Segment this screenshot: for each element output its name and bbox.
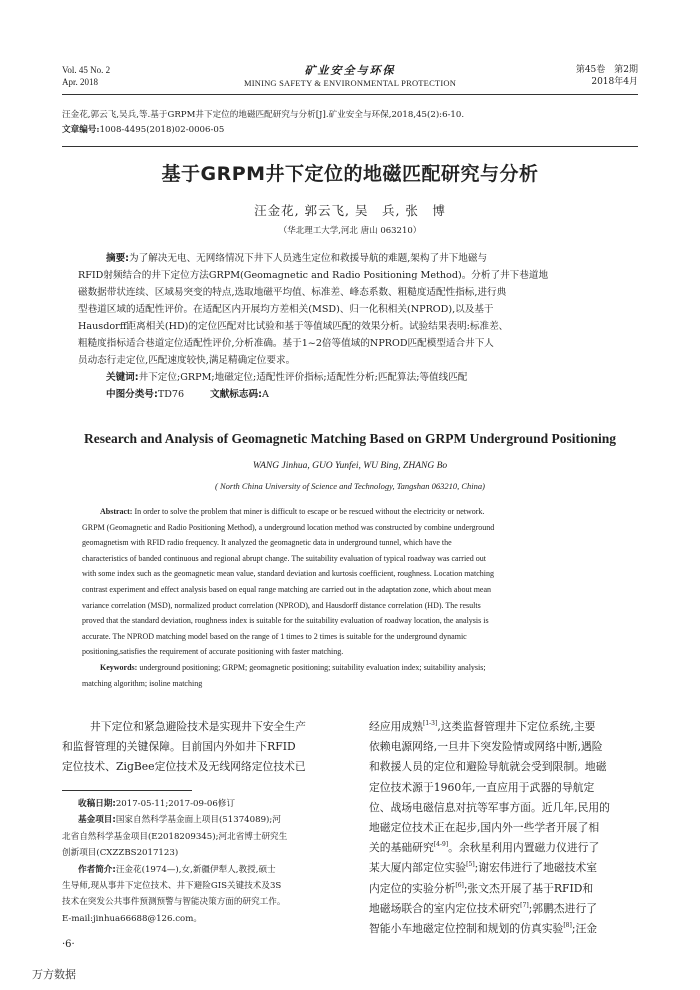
body-line: 关的基础研究[4-9]。余秋星利用内置磁力仪进行了 xyxy=(369,841,600,855)
citation-block xyxy=(62,108,638,138)
author-bio-line: 生导师,现从事井下定位技术、井下避险GIS关键技术及3S xyxy=(62,881,282,892)
reference-mark: [4-9] xyxy=(433,841,449,849)
fund-label: 基金项目: xyxy=(78,815,116,826)
body-column-left xyxy=(62,717,345,778)
abstract-cn-line: 磁数据带状连续、区域易突变的特点,选取地磁平均值、标准差、峰态系数、粗糙度适配性指标,进行典 xyxy=(78,287,507,298)
date-en: Apr. 2018 xyxy=(62,77,98,87)
keywords-cn-label: 关键词: xyxy=(106,372,139,383)
volume-en: Vol. 45 No. 2 xyxy=(62,65,111,75)
abstract-en-line: variance correlation (MSD), normalized product correlation (NPROD), and Hausdorff distance correlation (HD). The results xyxy=(82,600,481,610)
citation-text: 汪金花,郭云飞,吴兵,等.基于GRPM井下定位的地磁匹配研究与分析[J].矿业安全与环保,2018,45(2):6-10. xyxy=(62,110,465,120)
article-number-value: 1008-4495(2018)02-0006-05 xyxy=(99,125,225,135)
article-number-label: 文章编号: xyxy=(62,125,100,135)
body-line: 定位技术、ZigBee定位技术及无线网络定位技术已 xyxy=(62,760,306,774)
body-line: 内定位的实验分析[6];张文杰开展了基于RFID和 xyxy=(369,881,594,895)
date-cn: 2018年4月 xyxy=(591,77,638,87)
body-line: 和救援人员的定位和避险导航就会受到限制。地磁 xyxy=(369,760,607,774)
body-line: 定位技术源于1960年,一直应用于武器的导航定 xyxy=(369,780,595,794)
keywords-cn-value: 井下定位;GRPM;地磁定位;适配性评价指标;适配性分析;匹配算法;等值线匹配 xyxy=(138,372,468,383)
paper-title-cn: 基于GRPM井下定位的地磁匹配研究与分析 xyxy=(161,163,539,185)
abstract-cn-line: 粗糙度指标适合巷道定位适配性评价,分析准确。基于1~2倍等值域的NPROD匹配模型适合井下人 xyxy=(78,338,494,349)
abstract-cn-line: RFID射频结合的井下定位方法GRPM(Geomagnetic and Radio Positioning Method)。分析了井下巷道地 xyxy=(78,270,549,281)
abstract-en-line: Abstract: In order to solve the problem that miner is difficult to escape or be rescued without the electricity or network. xyxy=(100,507,485,516)
journal-name-en: MINING SAFETY & ENVIRONMENTAL PROTECTION xyxy=(243,78,457,88)
body-line: 智能小车地磁定位控制和规划的仿真实验[8];汪金 xyxy=(369,922,598,936)
reference-mark: [6] xyxy=(455,881,464,889)
abstract-en-line: with some index such as the geomagnetic mean value, standard deviation and kurtosis coefficient, roughness. Location matching xyxy=(82,569,494,579)
abstract-en-line: positioning,satisfies the requirement of accurate positioning with faster matching. xyxy=(82,647,344,657)
page-number: ·6· xyxy=(62,939,75,950)
abstract-en-line: accurate. The NPROD matching model based on the range of 1 times to 2 times is suitable for the underground dynamic xyxy=(82,631,467,641)
abstract-en-line: characteristics of banded continuous and regional abrupt change. The suitability evaluation of typical roadway was carried out xyxy=(82,553,486,563)
classification-row xyxy=(78,386,622,403)
doc-code-value: A xyxy=(261,389,269,400)
keywords-en: Keywords: underground positioning; GRPM; geomagnetic positioning; suitability evaluation index; suitability analysis; xyxy=(100,662,486,672)
abstract-cn-line: 员动态行走定位,匹配速度较快,满足精确定位要求。 xyxy=(78,355,296,366)
abstract-cn-line: 型巷道区域的适配性评价。在适配区内开展均方差相关(MSD)、归一化积相关(NPROD),以及基于 xyxy=(78,304,494,315)
header-center xyxy=(62,64,638,89)
body-line: 地磁定位技术正在起步,国内外一些学者开展了相 xyxy=(369,821,600,835)
running-header xyxy=(62,64,638,94)
body-line: 经应用成熟[1-3],这类监督管理井下定位系统,主要 xyxy=(369,720,596,733)
keywords-en-line: matching algorithm; isoline matching xyxy=(82,678,203,688)
body-line: 地磁场联合的室内定位技术研究[7];郭鹏杰进行了 xyxy=(369,901,598,915)
clc-value: TD76 xyxy=(157,389,185,400)
authors-cn: 汪金花, 郭云飞, 吴 兵, 张 博 xyxy=(254,203,446,218)
abstract-en-line: proved that the standard deviation, roughness index is suitable for the suitability evaluation of roadway location, the analysis is xyxy=(82,616,489,626)
affiliation-en: ( North China University of Science and Technology, Tangshan 063210, China) xyxy=(215,481,485,491)
author-bio-label: 作者简介: xyxy=(78,864,116,875)
fund-line: 创新项目(CXZZBS2017123) xyxy=(62,848,179,859)
received-date: 收稿日期:2017-05-11;2017-09-06修订 xyxy=(78,799,235,809)
abstract-en-label: Abstract: xyxy=(100,507,133,516)
keywords-en-label: Keywords: xyxy=(100,662,138,672)
footnote-rule xyxy=(62,790,192,791)
author-bio-line: 技术在突发公共事件预测预警与智能决策方面的研究工作。 xyxy=(62,897,286,908)
body-line: 井下定位和紧急避险技术是实现井下安全生产 xyxy=(90,720,306,733)
body-line: 某大厦内部定位实验[5];谢宏伟进行了地磁技术室 xyxy=(369,861,598,875)
authors-en: WANG Jinhua, GUO Yunfei, WU Bing, ZHANG Bo xyxy=(252,461,448,471)
reference-mark: [8] xyxy=(563,922,572,930)
journal-name-cn: 矿业安全与环保 xyxy=(304,64,396,77)
keywords-cn xyxy=(78,369,622,386)
body-line: 依赖电源网络,一旦井下突发险情或网络中断,遇险 xyxy=(369,740,603,754)
reference-mark: [5] xyxy=(466,861,475,869)
fund-line: 基金项目:国家自然科学基金面上项目(51374089);河 xyxy=(78,815,281,826)
clc-label: 中图分类号: xyxy=(106,389,158,400)
author-email: E-mail:jinhua66688@126.com。 xyxy=(62,913,202,924)
body-line: 和监督管理的关键保障。目前国内外如井下RFID xyxy=(62,740,296,754)
body-line: 位、战场电磁信息对抗等军事方面。近几年,民用的 xyxy=(369,800,610,814)
reference-mark: [1-3] xyxy=(422,720,438,727)
article-number xyxy=(62,123,638,138)
body-column-right xyxy=(369,717,638,939)
abstract-cn-line: Hausdorff距离相关(HD)的定位匹配对比试验和基于等值域匹配的效果分析。试验结果表明:标准差、 xyxy=(78,321,509,332)
abstract-en-line: GRPM (Geomagnetic and Radio Positioning Method), a underground location method was constructed by combine underground xyxy=(82,522,495,532)
header-right xyxy=(576,64,638,88)
footnote-block xyxy=(62,796,345,927)
abstract-en-line: contrast experiment and effect analysis based on equal range matching are carried out in the adaptation zone, which about mean xyxy=(82,584,492,594)
fund-line: 北省自然科学基金项目(E2018209345);河北省博士研究生 xyxy=(62,831,288,842)
volume-cn: 第45卷 第2期 xyxy=(575,65,638,75)
abstract-en-line: geomagnetism with RFID radio frequency. It analyzed the geomagnetic data in underground tunnel, which have the xyxy=(82,538,452,548)
doc-code-label: 文献标志码: xyxy=(210,389,262,400)
author-bio-line: 作者简介:汪金花(1974—),女,新疆伊犁人,教授,硕士 xyxy=(78,864,276,875)
received-label: 收稿日期: xyxy=(78,799,116,809)
abstract-en xyxy=(82,504,618,691)
abstract-cn xyxy=(78,250,622,403)
paper-title-en: Research and Analysis of Geomagnetic Matching Based on GRPM Underground Positioning xyxy=(83,431,617,446)
citation-rule xyxy=(62,146,638,147)
abstract-cn-label: 摘要: xyxy=(106,253,130,264)
affiliation-cn: （华北理工大学,河北 唐山 063210） xyxy=(278,226,422,236)
header-rule xyxy=(62,94,638,95)
reference-mark: [7] xyxy=(520,901,529,909)
abstract-cn-line: 摘要:为了解决无电、无网络情况下井下人员逃生定位和救援导航的难题,架构了井下地磁与 xyxy=(106,253,488,264)
watermark: 万方数据 xyxy=(32,968,76,981)
